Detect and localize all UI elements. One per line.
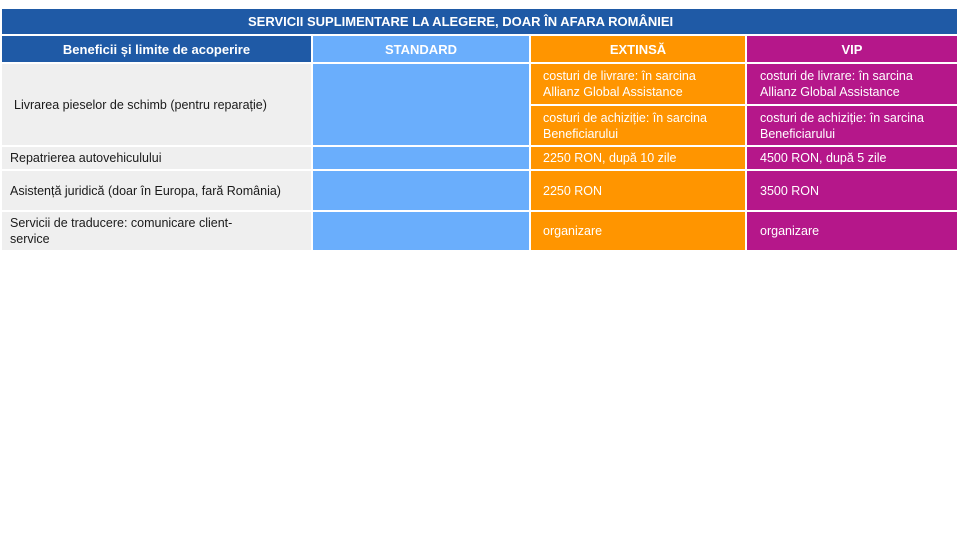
standard-cell-traducere [313,212,529,250]
vip-cell-traducere: organizare [747,212,957,250]
standard-cell-livrare [313,64,529,145]
table-title: SERVICII SUPLIMENTARE LA ALEGERE, DOAR ÎN AFARA ROMÂNIEI [2,9,957,34]
column-header-benefit: Beneficii și limite de acoperire [2,36,311,62]
vip-cell-repatriere: 4500 RON, după 5 zile [747,147,957,169]
extinsa-cell-traducere: organizare [531,212,745,250]
standard-cell-repatriere [313,147,529,169]
extinsa-cell-livrare-transport: costuri de livrare: în sarcina Allianz Global Assistance [531,64,745,104]
row-label-traducere: Servicii de traducere: comunicare client- service [2,212,311,250]
vip-cell-livrare-achizitie: costuri de achiziție: în sarcina Beneficiarului [747,106,957,145]
extinsa-cell-repatriere: 2250 RON, după 10 zile [531,147,745,169]
vip-cell-asistenta-juridica: 3500 RON [747,171,957,210]
column-header-vip: VIP [747,36,957,62]
column-header-standard: STANDARD [313,36,529,62]
row-label-repatriere: Repatrierea autovehiculului [2,147,311,169]
vip-cell-livrare-transport: costuri de livrare: în sarcina Allianz Global Assistance [747,64,957,104]
extinsa-cell-livrare-achizitie: costuri de achiziție: în sarcina Beneficiarului [531,106,745,145]
extinsa-cell-asistenta-juridica: 2250 RON [531,171,745,210]
standard-cell-asistenta-juridica [313,171,529,210]
row-label-asistenta-juridica: Asistență juridică (doar în Europa, fară România) [2,171,311,210]
column-header-extinsa: EXTINSĂ [531,36,745,62]
row-label-livrare: Livrarea pieselor de schimb (pentru reparație) [2,64,311,145]
